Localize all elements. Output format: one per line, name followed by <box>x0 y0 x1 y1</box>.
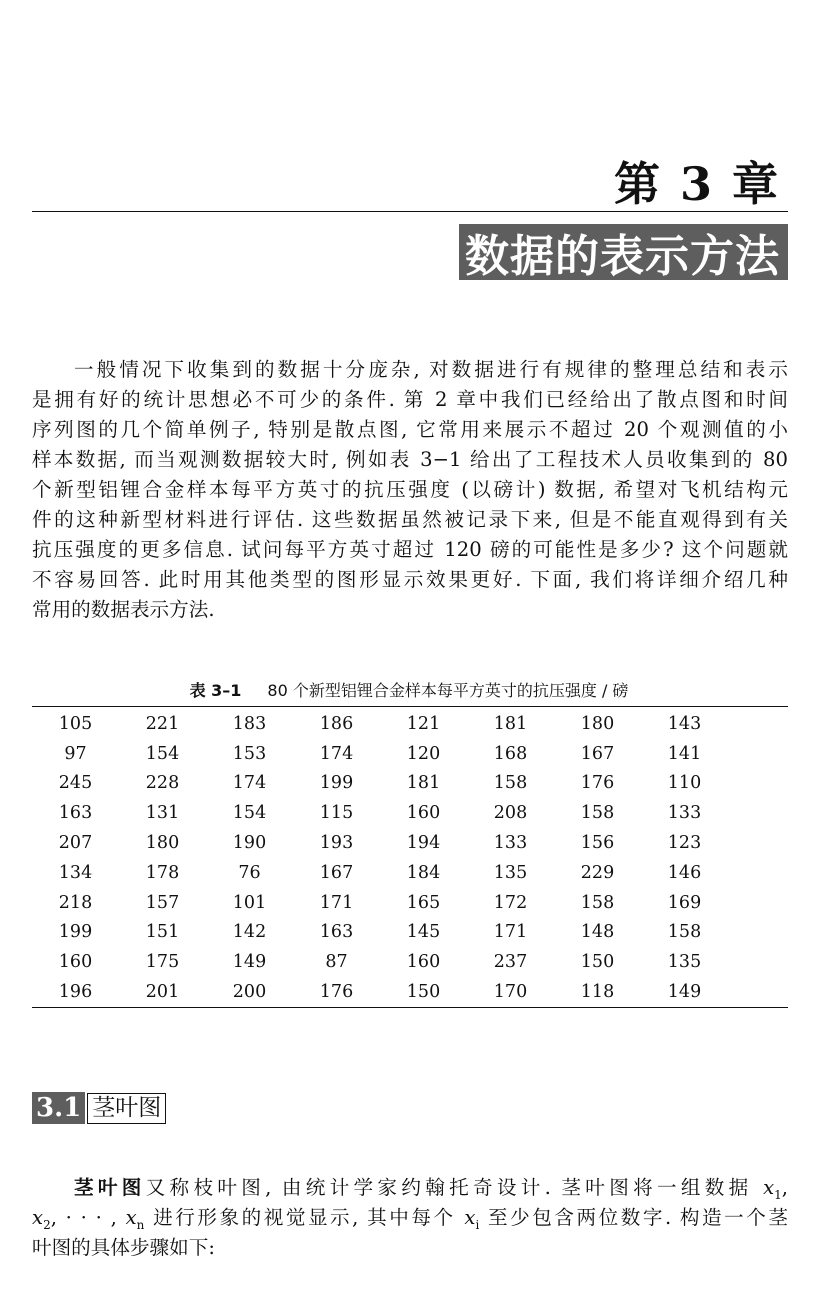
table-pad <box>728 888 788 918</box>
table-pad <box>728 798 788 828</box>
intro-line: 不容易回答. 此时用其他类型的图形显示效果更好. 下面, 我们将详细介绍几种 <box>32 568 788 591</box>
table-cell: 245 <box>58 773 93 794</box>
strength-data-table <box>32 706 788 1008</box>
table-cell: 156 <box>580 833 615 854</box>
text-span: 至少包含两位数字. 构造一个茎 <box>479 1206 788 1229</box>
chapter-number: 第 3 章 <box>613 157 780 211</box>
table-cell: 229 <box>580 862 615 883</box>
table-cell: 87 <box>325 952 348 973</box>
table-cell: 193 <box>319 833 354 854</box>
table-pad <box>728 947 788 977</box>
table-cell: 180 <box>580 713 615 734</box>
table-cell: 199 <box>58 922 93 943</box>
math-sub: i <box>475 1217 480 1232</box>
table-cell: 149 <box>232 952 267 973</box>
intro-line: 件的这种新型材料进行评估. 这些数据虽然被记录下来, 但是不能直观得到有关 <box>32 508 788 531</box>
table-cell: 158 <box>493 773 528 794</box>
table-pad <box>728 918 788 948</box>
table-cell: 158 <box>580 803 615 824</box>
intro-paragraph <box>32 355 788 625</box>
table-cell: 157 <box>145 892 180 913</box>
table-caption <box>0 678 818 701</box>
table-cell: 120 <box>406 743 441 764</box>
table-cell: 175 <box>145 952 180 973</box>
table-cell: 150 <box>580 952 615 973</box>
table-cell: 181 <box>493 713 528 734</box>
intro-line: 一般情况下收集到的数据十分庞杂, 对数据进行有规律的整理总结和表示 <box>74 358 788 381</box>
table-cell: 200 <box>232 982 267 1003</box>
section-number: 3.1 <box>32 1092 85 1124</box>
table-row <box>32 828 788 858</box>
table-cell: 184 <box>406 862 441 883</box>
table-cell: 221 <box>145 713 180 734</box>
table-cell: 76 <box>238 862 261 883</box>
table-cell: 196 <box>58 982 93 1003</box>
math-sub: 2 <box>43 1217 51 1232</box>
table-cell: 163 <box>58 803 93 824</box>
table-cell: 101 <box>232 892 267 913</box>
table-cell: 169 <box>667 892 702 913</box>
table-cell: 237 <box>493 952 528 973</box>
table-cell: 163 <box>319 922 354 943</box>
table-row <box>32 947 788 977</box>
table-cell: 171 <box>319 892 354 913</box>
table-cell: 170 <box>493 982 528 1003</box>
intro-line: 是拥有好的统计思想必不可少的条件. 第 2 章中我们已经给出了散点图和时间 <box>32 388 788 411</box>
table-cell: 133 <box>667 803 702 824</box>
table-body <box>32 707 788 1008</box>
table-cell: 110 <box>667 773 702 794</box>
table-cell: 141 <box>667 743 702 764</box>
table-row <box>32 918 788 948</box>
table-cell: 172 <box>493 892 528 913</box>
table-cell: 194 <box>406 833 441 854</box>
table-cell: 145 <box>406 922 441 943</box>
table-cell: 133 <box>493 833 528 854</box>
text-span: 又称枝叶图, 由统计学家约翰托奇设计. 茎叶图将一组数据 <box>145 1176 764 1199</box>
table-cell: 201 <box>145 982 180 1003</box>
text-span: , <box>781 1176 788 1199</box>
table-cell: 150 <box>406 982 441 1003</box>
math-var: x <box>32 1206 44 1229</box>
key-term: 茎叶图 <box>74 1176 146 1199</box>
table-cell: 181 <box>406 773 441 794</box>
table-cell: 218 <box>58 892 93 913</box>
table-pad <box>728 769 788 799</box>
table-row <box>32 739 788 769</box>
table-cell: 176 <box>580 773 615 794</box>
table-cell: 142 <box>232 922 267 943</box>
section-line-1 <box>32 1173 788 1203</box>
math-var: x <box>125 1206 137 1229</box>
table-pad <box>728 858 788 888</box>
table-cell: 183 <box>232 713 267 734</box>
table-cell: 207 <box>58 833 93 854</box>
table-cell: 190 <box>232 833 267 854</box>
table-cell: 158 <box>580 892 615 913</box>
math-sub: n <box>136 1217 145 1232</box>
table-cell: 153 <box>232 743 267 764</box>
table-cell: 168 <box>493 743 528 764</box>
intro-line: 常用的数据表示方法. <box>32 598 215 621</box>
table-cell: 208 <box>493 803 528 824</box>
table-pad <box>728 707 788 739</box>
table-cell: 123 <box>667 833 702 854</box>
table-cell: 115 <box>319 803 354 824</box>
text-span: , · · · , <box>50 1206 126 1229</box>
chapter-rule <box>32 211 788 212</box>
table-cell: 160 <box>58 952 93 973</box>
table-cell: 154 <box>232 803 267 824</box>
table-cell: 174 <box>319 743 354 764</box>
math-sub: 1 <box>774 1187 782 1202</box>
table-cell: 148 <box>580 922 615 943</box>
table-cell: 228 <box>145 773 180 794</box>
table-label: 表 3–1 <box>189 681 242 700</box>
table-cell: 118 <box>580 982 615 1003</box>
section-title: 茎叶图 <box>87 1093 166 1124</box>
table-cell: 174 <box>232 773 267 794</box>
table-cell: 135 <box>667 952 702 973</box>
table-cell: 149 <box>667 982 702 1003</box>
table-pad <box>728 739 788 769</box>
table-cell: 167 <box>580 743 615 764</box>
table-row <box>32 977 788 1007</box>
math-var: x <box>763 1176 775 1199</box>
chapter-title-box <box>459 224 788 280</box>
table-cell: 97 <box>64 743 87 764</box>
intro-line: 序列图的几个简单例子, 特别是散点图, 它常用来展示不超过 20 个观测值的小 <box>32 418 788 441</box>
table-cell: 176 <box>319 982 354 1003</box>
section-paragraph <box>32 1173 788 1263</box>
table-row <box>32 858 788 888</box>
table-cell: 154 <box>145 743 180 764</box>
intro-line: 抗压强度的更多信息. 试问每平方英寸超过 120 磅的可能性是多少? 这个问题就 <box>32 538 788 561</box>
table-cell: 146 <box>667 862 702 883</box>
table-pad <box>728 977 788 1007</box>
table-cell: 199 <box>319 773 354 794</box>
table-cell: 121 <box>406 713 441 734</box>
table-cell: 160 <box>406 803 441 824</box>
table-cell: 135 <box>493 862 528 883</box>
text-span: 进行形象的视觉显示, 其中每个 <box>144 1206 465 1229</box>
table-cell: 165 <box>406 892 441 913</box>
table-row <box>32 769 788 799</box>
table-cell: 105 <box>58 713 93 734</box>
table-cell: 160 <box>406 952 441 973</box>
intro-line: 样本数据, 而当观测数据较大时, 例如表 3−1 给出了工程技术人员收集到的 80 <box>32 448 788 471</box>
table-row <box>32 798 788 828</box>
section-line-3: 叶图的具体步骤如下: <box>32 1236 215 1259</box>
table-row <box>32 888 788 918</box>
table-cell: 134 <box>58 862 93 883</box>
chapter-title: 数据的表示方法 <box>465 231 780 282</box>
table-cell: 186 <box>319 713 354 734</box>
table-cell: 178 <box>145 862 180 883</box>
section-heading <box>32 1092 166 1124</box>
table-cell: 167 <box>319 862 354 883</box>
table-cell: 171 <box>493 922 528 943</box>
table-row <box>32 707 788 739</box>
section-line-2 <box>32 1203 788 1233</box>
table-cell: 131 <box>145 803 180 824</box>
intro-line: 个新型铝锂合金样本每平方英寸的抗压强度 (以磅计) 数据, 希望对飞机结构元 <box>32 478 788 501</box>
table-pad <box>728 828 788 858</box>
table-cell: 151 <box>145 922 180 943</box>
table-cell: 158 <box>667 922 702 943</box>
table-cell: 180 <box>145 833 180 854</box>
math-var: x <box>464 1206 476 1229</box>
table-caption-text: 80 个新型铝锂合金样本每平方英寸的抗压强度 / 磅 <box>267 681 629 700</box>
table-cell: 143 <box>667 713 702 734</box>
